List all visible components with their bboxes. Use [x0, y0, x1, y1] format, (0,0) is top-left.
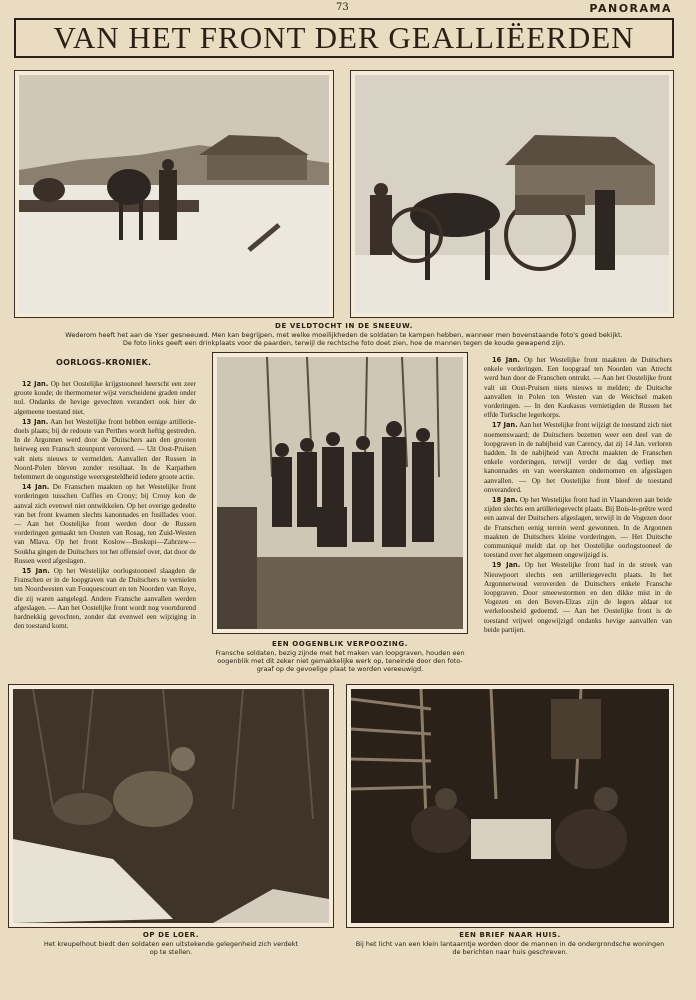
- caption-title-top: DE VELDTOCHT IN DE SNEEUW.: [275, 322, 413, 330]
- page-number: 73: [336, 2, 349, 13]
- caption-text-bottom-right-1: Bij het licht van een klein lantaarntje worden door de mannen in de ondergrondsche woningen: [355, 940, 665, 948]
- photo-drinking-place-image: [19, 75, 329, 313]
- caption-text-middle-1: Fransche soldaten, bezig zijnde met het maken van loopgraven, houden een: [215, 649, 465, 657]
- caption-text-top-2: De foto links geeft een drinkplaats voor de paarden, terwijl de rechtsche foto doet zien, hoe de mannen tegen de koude gewapend zijn.: [122, 339, 566, 347]
- kroniek-left-column: [14, 380, 196, 670]
- photo-brushwood-soldier: [8, 684, 334, 928]
- page-title: VAN HET FRONT DER GEALLIËERDEN: [53, 20, 635, 55]
- kroniek-entry: 18 Jan. Op het Westelijke front had in Vlaanderen aan beide zijden slechts een artilleriegevecht plaats. Bij Bois-le-prêtre werd een aanval der Duitschers afgeslagen, terwijl in de Vogezen door de Franschen eenig terrein werd gewonnen. In de Argonnen maakten de Duitschers kleine vorderingen. — Het Duitsche communiqué meldt dat op het Oostelijke oorlogstooneel de toestand over het algemeen ongewijzigd is.: [484, 496, 672, 560]
- kroniek-heading: OORLOGS-KRONIEK.: [56, 358, 152, 367]
- photo-trench-soldiers: [212, 352, 468, 634]
- kroniek-entry: 17 Jan. Aan het Westelijke front wijzigt de toestand zich niet noemenswaard; de Duitschers bezetten weer een deel van de loopgraven in de nabijheid van Carency, dat zij 14 Jan. verloren hadden. In de nabijheid van Atrecht maakten de Franschen enkele vorderingen, terwijl verder de dag verliep met kanonnades en van weerskanten ondernomen en afgeslagen aanvallen. — Op het Oostelijke front bleef de toestand onveranderd.: [484, 421, 672, 494]
- kroniek-entry: 19 Jan. Op het Westelijke front had in de streek van Nieuwpoort slechts een artilleriegevecht plaats. In het Argonnerwoud veroverden de Duitschers enkele Fransche loopgraven. Door smeewstormen en den dikke mist in de Vogezen en den Boven-Elzas zijn de legers aldaar tot werkeloosheid gedoemd. — Aan het Oostelijke front is de toestand vrijwel ongewijzigd ondanks hevige aanvallen van beide partijen.: [484, 561, 672, 634]
- caption-title-bottom-left: OP DE LOER.: [142, 931, 200, 939]
- kroniek-entry: 12 Jan. Op het Oostelijke krijgstooneel heerscht een zeer groote koude; de thermometer wijst verscheidene graden onder nul. Ondanks de hevige gevechten verandert ook hier de algemeene toestand niet.: [14, 380, 196, 416]
- photo-drinking-place: [14, 70, 334, 318]
- magazine-name: PANORAMA: [589, 2, 672, 15]
- kroniek-entry: 13 Jan. Aan het Westelijke front hebben eenige artillerie-duels plaats; bij de redoute van Perthes wordt heftig gestreden. In de Argonnen werd door de Duitschers aan den grooten heirweg een Fransch steunpunt veroverd. — Uit Oost-Pruisen valt niets nieuws te vermelden. Aanvallen der Russen in Noord-Polen bleven zonder resultaat. In de Karpathen belemmert de ongunstige weersgesteldheid iedere groote actie.: [14, 417, 196, 482]
- caption-title-bottom-right: EEN BRIEF NAAR HUIS.: [459, 931, 561, 939]
- kroniek-entry: 14 Jan. De Franschen maakten op het Westelijke front vorderingen tusschen Cuffies en Crouy; bij Crouy kon de aanval zich evenwel niet ontwikkelen. Op het overige gedeelte van het front kwamen slechts kanonnades en fusillades voor. — Aan het Oostelijke front werden door de Russen vorderingen gemaakt ten Oosten van Rosag, ten Zuid-Westen van Mlava. Op het front Koslow—Buskupi—Zahrzew—Soukha gingen de Duitschers tot het offensief over, dat door de Russen werd afgeslagen.: [14, 483, 196, 565]
- caption-text-bottom-left-1: Het kreupelhout biedt den soldaten een uitstekende gelegenheid zich verdekt: [43, 940, 299, 948]
- photo-soldiers-cart-image: [355, 75, 669, 313]
- caption-text-bottom-right-2: de berichten naar huis geschreven.: [452, 948, 568, 956]
- kroniek-entry: 16 Jan. Op het Westelijke front maakten de Duitschers enkele vorderingen. Een loopgraaf ten Noorden van Atrecht werd hun door de Franschen ontrukt. — Aan het Oostelijke front valt uit Oost-Pruisen niets nieuws te melden; de Duitsche aanvallen in Polen ten Westen van de Weichsel maken vorderingen. — In den Kaukasus vernietigden de Russen het elfde Turksche legerkorps.: [484, 356, 672, 420]
- page-title-box: [14, 18, 674, 58]
- caption-text-middle-3: graaf op de gevoelige plaat te worden vereeuwigd.: [256, 665, 424, 673]
- caption-text-top-1: Wederom heeft het aan de Yser gesneeuwd. Men kan begrijpen, met welke moeilijkheden de soldaten te kampen hebben, wanneer men bovenstaande foto's goed bekijkt.: [65, 331, 623, 339]
- caption-text-middle-2: oogenblik met dit zeker niet gemakkelijke werk op, teneinde door den foto-: [217, 657, 463, 665]
- photo-trench-soldiers-image: [217, 357, 463, 629]
- caption-title-middle: EEN OOGENBLIK VERPOOZING.: [272, 640, 408, 648]
- photo-soldiers-cart: [350, 70, 674, 318]
- kroniek-entry: 15 Jan. Op het Westelijke oorlogstooneel slaagden de Franschen er in de loopgraven van de Duitschers te vernielen ten Noordwesten van Fouquescourt en ten Noorden van Roye, die zij waren aangelegd. Andere Fransche aanvallen werden afgeslagen. — Aan het Oostelijke front wordt nog voortdurend hardnekkig gevochten, zonder dat evenwel een wijziging in den toestand komt.: [14, 567, 196, 631]
- caption-text-bottom-left-2: op te stellen.: [149, 948, 193, 956]
- photo-letter-home-image: [351, 689, 669, 923]
- photo-letter-home: [346, 684, 674, 928]
- photo-brushwood-soldier-image: [13, 689, 329, 923]
- kroniek-right-column: [484, 356, 672, 668]
